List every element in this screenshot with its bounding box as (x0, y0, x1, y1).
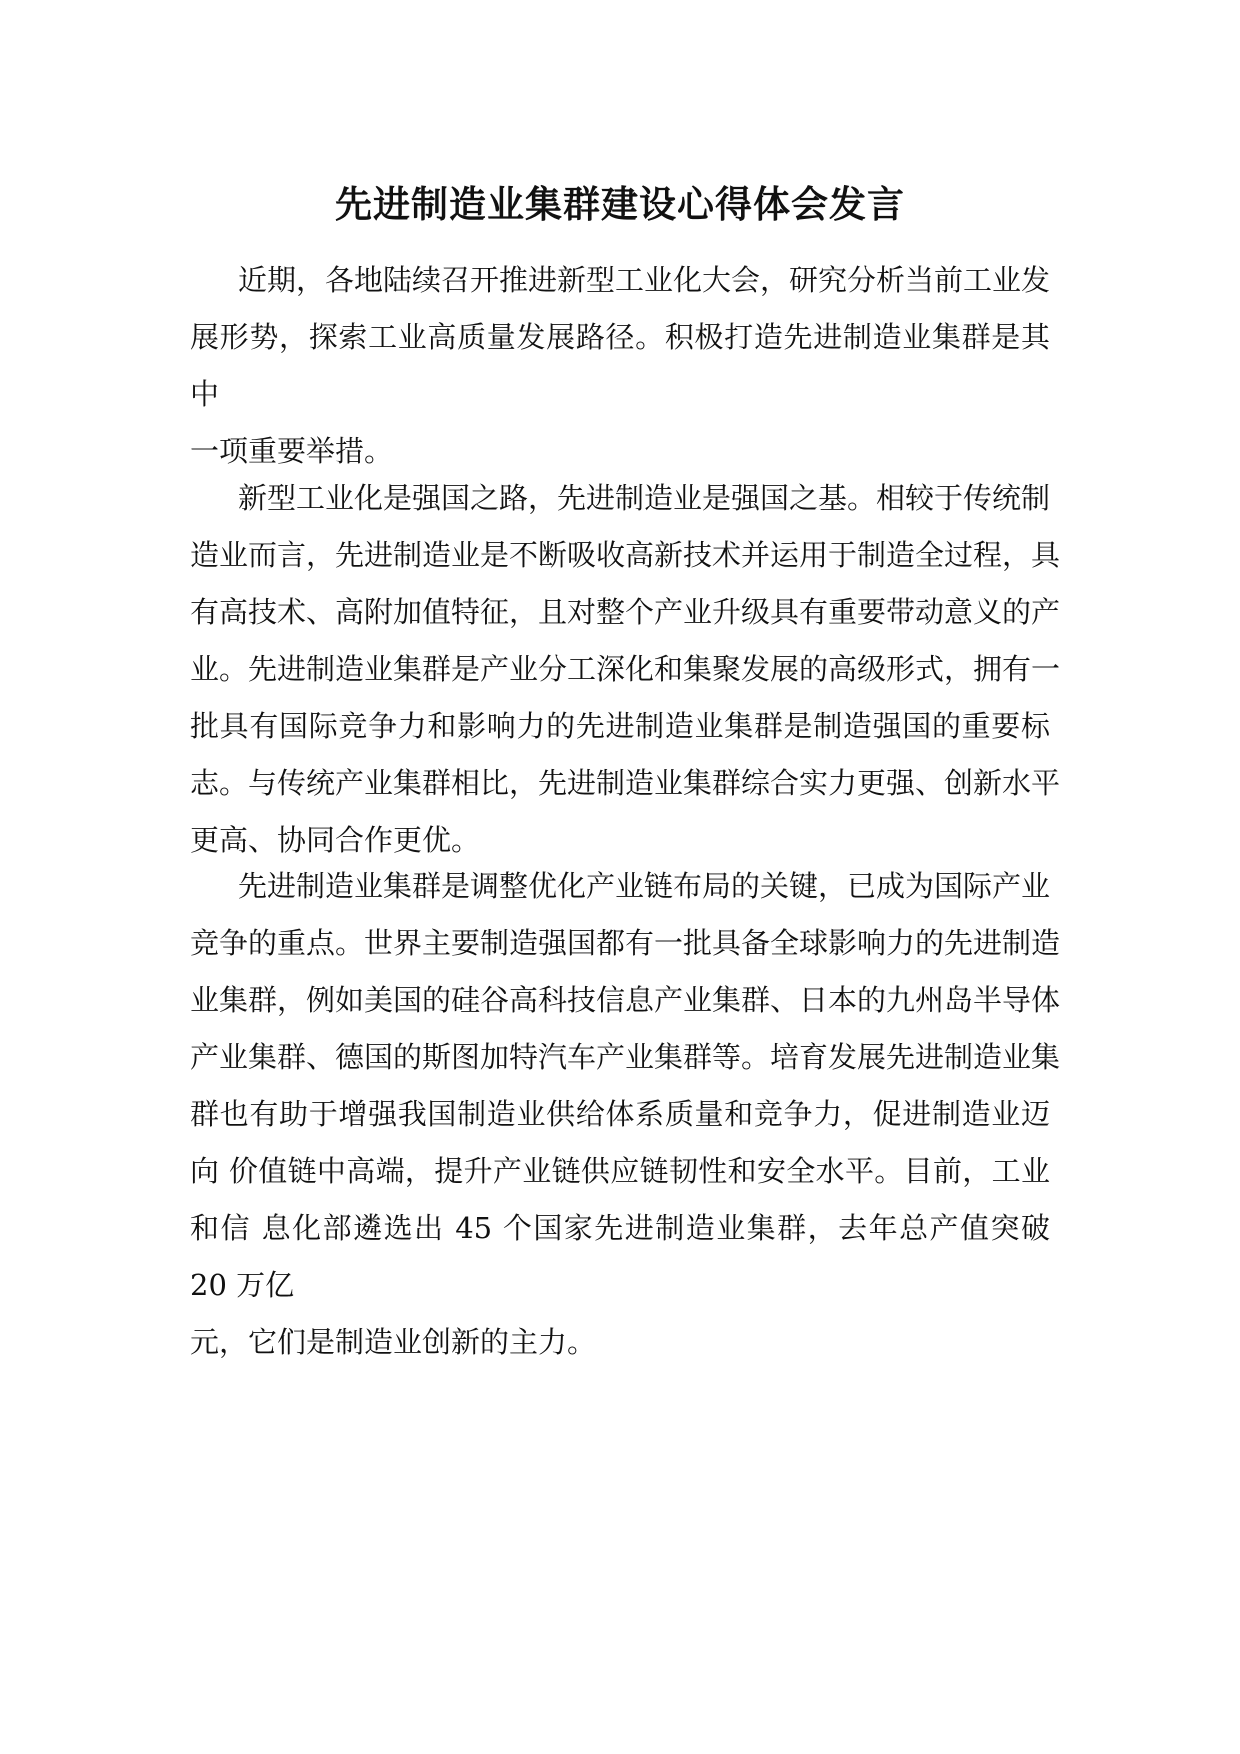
paragraph-line: 展形势，探索工业高质量发展路径。积极打造先进制造业集群是其 (190, 320, 1050, 354)
paragraph-line: 有高技术、高附加值特征，且对整个产业升级具有重要带动意义的产 (190, 595, 1061, 629)
paragraph-2 (190, 470, 1061, 869)
paragraph-3 (190, 858, 1061, 1371)
paragraph-line: 新型工业化是强国之路，先进制造业是强国之基。相较于传统制 (238, 481, 1051, 515)
paragraph-line: 竞争的重点。世界主要制造强国都有一批具备全球影响力的先进制造 (190, 926, 1061, 960)
document-title: 先进制造业集群建设心得体会发言 (335, 182, 905, 226)
paragraph-line: 群也有助于增强我国制造业供给体系质量和竞争力，促进制造业迈 (190, 1097, 1050, 1131)
paragraph-line: 志。与传统产业集群相比，先进制造业集群综合实力更强、创新水平 (190, 766, 1061, 800)
paragraph-line: 业集群，例如美国的硅谷高科技信息产业集群、日本的九州岛半导体 (190, 983, 1061, 1017)
paragraph-line: 元，它们是制造业创新的主力。 (190, 1325, 597, 1359)
paragraph-line: 更高、协同合作更优。 (190, 823, 481, 857)
paragraph-line: 先进制造业集群是调整优化产业链布局的关键，已成为国际产业 (238, 869, 1051, 903)
paragraph-line: 造业而言，先进制造业是不断吸收高新技术并运用于制造全过程，具 (190, 538, 1061, 572)
paragraph-line: 近期，各地陆续召开推进新型工业化大会，研究分析当前工业发 (238, 263, 1051, 297)
paragraph-line: 业。先进制造业集群是产业分工深化和集聚发展的高级形式，拥有一 (190, 652, 1061, 686)
paragraph-line: 和信 息化部遴选出 45 个国家先进制造业集群，去年总产值突破 (190, 1211, 1050, 1245)
paragraph-1 (190, 252, 1050, 480)
paragraph-line: 向 价值链中高端，提升产业链供应链韧性和安全水平。目前，工业 (190, 1154, 1050, 1188)
paragraph-line: 20 万亿 (190, 1268, 295, 1302)
paragraph-line: 产业集群、德国的斯图加特汽车产业集群等。培育发展先进制造业集 (190, 1040, 1061, 1074)
paragraph-line: 中 (190, 377, 220, 411)
paragraph-line: 批具有国际竞争力和影响力的先进制造业集群是制造强国的重要标 (190, 709, 1050, 743)
paragraph-line: 一项重要举措。 (190, 434, 394, 468)
